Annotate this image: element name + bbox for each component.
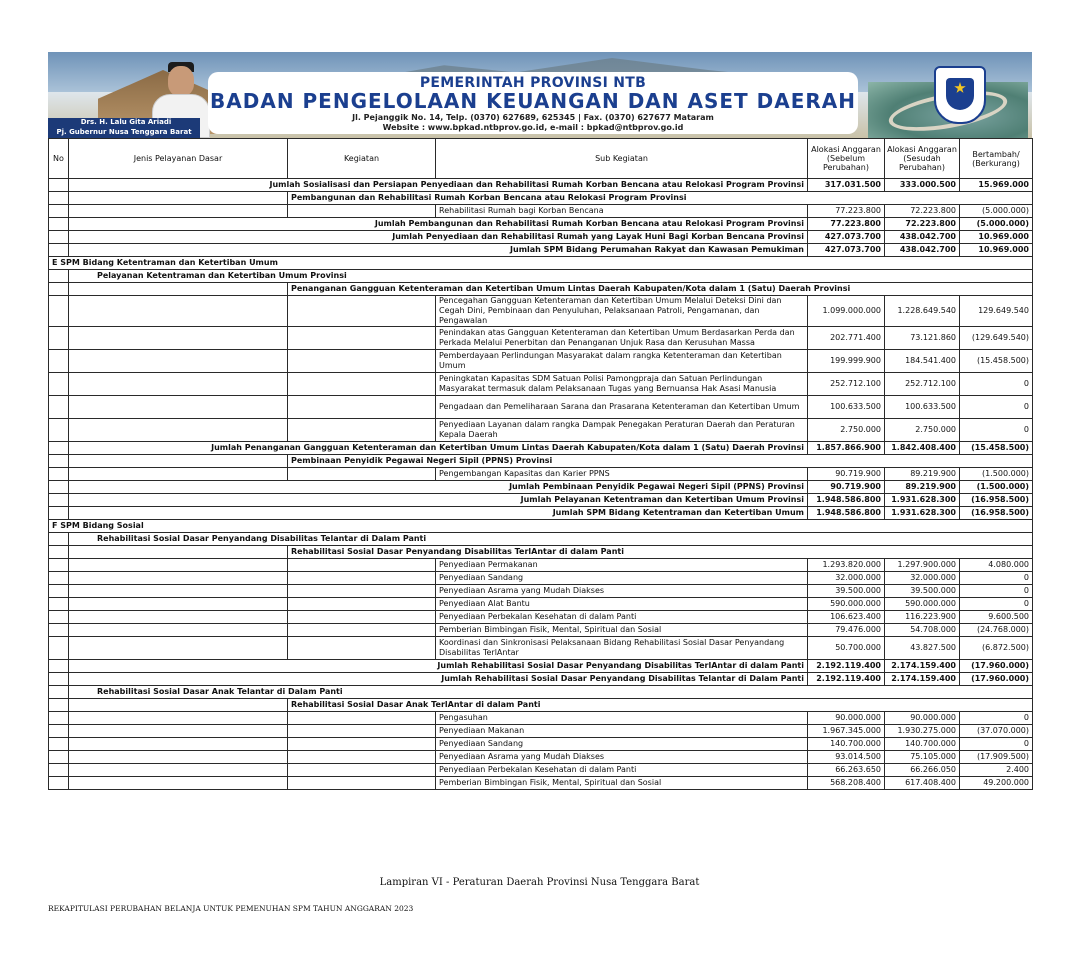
government-name: PEMERINTAH PROVINSI NTB xyxy=(419,75,647,91)
row-label: Penyediaan Asrama yang Mudah Diakses xyxy=(436,751,808,764)
row-label: Penyediaan Asrama yang Mudah Diakses xyxy=(436,585,808,598)
cell-sebelum: 590.000.000 xyxy=(808,598,885,611)
row-label: Rehabilitasi Sosial Dasar Penyandang Disabilitas Telantar di Dalam Panti xyxy=(69,533,1033,546)
table-row xyxy=(49,373,1033,396)
table-row xyxy=(49,396,1033,419)
cell-sesudah: 89.219.900 xyxy=(885,468,960,481)
table-row xyxy=(49,598,1033,611)
letterhead-banner xyxy=(48,52,1032,138)
row-label: Rehabilitasi Sosial Dasar Anak TerlAntar di dalam Panti xyxy=(288,699,1033,712)
cell-sesudah: 1.931.628.300 xyxy=(885,494,960,507)
row-label: Pemberdayaan Perlindungan Masyarakat dalam rangka Ketenteraman dan Ketertiban Umum xyxy=(436,350,808,373)
row-label: Rehabilitasi Rumah bagi Korban Bencana xyxy=(436,205,808,218)
cell-sebelum: 77.223.800 xyxy=(808,218,885,231)
row-label: Jumlah Pembinaan Penyidik Pegawai Negeri Sipil (PPNS) Provinsi xyxy=(69,481,808,494)
row-label: Rehabilitasi Sosial Dasar Penyandang Disabilitas TerlAntar di dalam Panti xyxy=(288,546,1033,559)
cell-sebelum: 2.192.119.400 xyxy=(808,673,885,686)
cell-sebelum: 66.263.650 xyxy=(808,764,885,777)
table-row xyxy=(49,270,1033,283)
cell-sesudah: 75.105.000 xyxy=(885,751,960,764)
table-row xyxy=(49,296,1033,327)
table-row xyxy=(49,637,1033,660)
table-row xyxy=(49,419,1033,442)
cell-selisih: 10.969.000 xyxy=(960,231,1033,244)
spm-budget-table xyxy=(48,138,1033,790)
document-title: REKAPITULASI PERUBAHAN BELANJA UNTUK PEMENUHAN SPM TAHUN ANGGARAN 2023 xyxy=(48,904,414,913)
row-label: Jumlah Pelayanan Ketentraman dan Ketertiban Umum Provinsi xyxy=(69,494,808,507)
table-row xyxy=(49,494,1033,507)
cell-sebelum: 317.031.500 xyxy=(808,179,885,192)
cell-sesudah: 2.174.159.400 xyxy=(885,673,960,686)
cell-selisih: (24.768.000) xyxy=(960,624,1033,637)
table-row xyxy=(49,455,1033,468)
section-label: F SPM Bidang Sosial xyxy=(49,520,1033,533)
table-row xyxy=(49,520,1033,533)
cell-selisih: 10.969.000 xyxy=(960,244,1033,257)
table-row xyxy=(49,350,1033,373)
col-no-header: No xyxy=(49,139,69,179)
table-row xyxy=(49,257,1033,270)
row-label: Jumlah Penanganan Gangguan Ketenteraman dan Ketertiban Umum Lintas Daerah Kabupaten/Kota dalam 1 (Satu) Daerah Provinsi xyxy=(69,442,808,455)
agency-address: Jl. Pejanggik No. 14, Telp. (0370) 627689, 625345 | Fax. (0370) 627677 Mataram xyxy=(352,113,714,122)
cell-sesudah: 54.708.000 xyxy=(885,624,960,637)
row-label: Pengembangan Kapasitas dan Karier PPNS xyxy=(436,468,808,481)
table-row xyxy=(49,179,1033,192)
cell-selisih: 2.400 xyxy=(960,764,1033,777)
cell-selisih: (17.909.500) xyxy=(960,751,1033,764)
cell-sesudah: 89.219.900 xyxy=(885,481,960,494)
cell-sebelum: 106.623.400 xyxy=(808,611,885,624)
table-row xyxy=(49,546,1033,559)
cell-sesudah: 66.266.050 xyxy=(885,764,960,777)
cell-selisih: (16.958.500) xyxy=(960,507,1033,520)
cell-sebelum: 100.633.500 xyxy=(808,396,885,419)
table-row xyxy=(49,572,1033,585)
cell-selisih: 4.080.000 xyxy=(960,559,1033,572)
row-label: Penyediaan Layanan dalam rangka Dampak Penegakan Peraturan Daerah dan Peraturan Kepala Daerah xyxy=(436,419,808,442)
row-label: Penyediaan Sandang xyxy=(436,738,808,751)
cell-sebelum: 427.073.700 xyxy=(808,244,885,257)
cell-selisih: (37.070.000) xyxy=(960,725,1033,738)
cell-sesudah: 1.228.649.540 xyxy=(885,296,960,327)
table-row xyxy=(49,686,1033,699)
cell-sebelum: 93.014.500 xyxy=(808,751,885,764)
agency-contact: Website : www.bpkad.ntbprov.go.id, e-mail : bpkad@ntbprov.go.id xyxy=(382,123,684,132)
row-label: Penyediaan Makanan xyxy=(436,725,808,738)
cell-sebelum: 202.771.400 xyxy=(808,327,885,350)
row-label: Jumlah SPM Bidang Ketentraman dan Ketertiban Umum xyxy=(69,507,808,520)
cell-sebelum: 1.099.000.000 xyxy=(808,296,885,327)
col-kegiatan-header: Kegiatan xyxy=(288,139,436,179)
cell-sesudah: 617.408.400 xyxy=(885,777,960,790)
table-row xyxy=(49,611,1033,624)
cell-selisih: 0 xyxy=(960,396,1033,419)
table-row xyxy=(49,231,1033,244)
table-row xyxy=(49,764,1033,777)
cell-sesudah: 39.500.000 xyxy=(885,585,960,598)
cell-selisih: (15.458.500) xyxy=(960,442,1033,455)
cell-selisih: 15.969.000 xyxy=(960,179,1033,192)
table-row xyxy=(49,468,1033,481)
cell-sebelum: 2.750.000 xyxy=(808,419,885,442)
governor-name: Drs. H. Lalu Gita Ariadi xyxy=(80,118,172,126)
table-row xyxy=(49,777,1033,790)
row-label: Penyediaan Permakanan xyxy=(436,559,808,572)
table-row xyxy=(49,673,1033,686)
cell-sesudah: 90.000.000 xyxy=(885,712,960,725)
cell-sesudah: 252.712.100 xyxy=(885,373,960,396)
cell-sebelum: 39.500.000 xyxy=(808,585,885,598)
cell-sebelum: 79.476.000 xyxy=(808,624,885,637)
cell-sebelum: 2.192.119.400 xyxy=(808,660,885,673)
row-label: Pembangunan dan Rehabilitasi Rumah Korban Bencana atau Relokasi Program Provinsi xyxy=(288,192,1033,205)
row-label: Pengasuhan xyxy=(436,712,808,725)
row-label: Pelayanan Ketentraman dan Ketertiban Umum Provinsi xyxy=(69,270,1033,283)
cell-sesudah: 1.297.900.000 xyxy=(885,559,960,572)
cell-sebelum: 427.073.700 xyxy=(808,231,885,244)
table-row xyxy=(49,481,1033,494)
cell-sebelum: 1.948.586.800 xyxy=(808,494,885,507)
cell-sesudah: 43.827.500 xyxy=(885,637,960,660)
cell-selisih: (17.960.000) xyxy=(960,673,1033,686)
col-sesudah-header: Alokasi Anggaran (Sesudah Perubahan) xyxy=(885,139,960,179)
row-label: Jumlah Sosialisasi dan Persiapan Penyediaan dan Rehabilitasi Rumah Korban Bencana atau Relokasi Program Provinsi xyxy=(69,179,808,192)
table-header-row xyxy=(49,139,1033,179)
cell-selisih: 0 xyxy=(960,738,1033,751)
table-row xyxy=(49,283,1033,296)
table-row xyxy=(49,751,1033,764)
cell-sesudah: 73.121.860 xyxy=(885,327,960,350)
cell-sesudah: 438.042.700 xyxy=(885,231,960,244)
row-label: Pembinaan Penyidik Pegawai Negeri Sipil (PPNS) Provinsi xyxy=(288,455,1033,468)
cell-selisih: 49.200.000 xyxy=(960,777,1033,790)
province-emblem-icon xyxy=(934,66,986,124)
table-row xyxy=(49,699,1033,712)
cell-selisih: (6.872.500) xyxy=(960,637,1033,660)
cell-selisih: (1.500.000) xyxy=(960,468,1033,481)
cell-sebelum: 199.999.900 xyxy=(808,350,885,373)
cell-sesudah: 72.223.800 xyxy=(885,205,960,218)
row-label: Penyediaan Alat Bantu xyxy=(436,598,808,611)
cell-selisih: (1.500.000) xyxy=(960,481,1033,494)
row-label: Jumlah Rehabilitasi Sosial Dasar Penyandang Disabilitas Telantar di Dalam Panti xyxy=(69,673,808,686)
cell-selisih: 0 xyxy=(960,419,1033,442)
table-row xyxy=(49,442,1033,455)
table-row xyxy=(49,533,1033,546)
table-row xyxy=(49,585,1033,598)
col-jenis-header: Jenis Pelayanan Dasar xyxy=(69,139,288,179)
cell-selisih: 0 xyxy=(960,572,1033,585)
table-row xyxy=(49,624,1033,637)
cell-sebelum: 90.000.000 xyxy=(808,712,885,725)
cell-sebelum: 1.967.345.000 xyxy=(808,725,885,738)
table-row xyxy=(49,327,1033,350)
cell-selisih: (129.649.540) xyxy=(960,327,1033,350)
cell-sesudah: 32.000.000 xyxy=(885,572,960,585)
agency-name: BADAN PENGELOLAAN KEUANGAN DAN ASET DAERAH xyxy=(210,89,856,113)
cell-selisih: 0 xyxy=(960,585,1033,598)
row-label: Pengadaan dan Pemeliharaan Sarana dan Prasarana Ketenteraman dan Ketertiban Umum xyxy=(436,396,808,419)
cell-selisih: (5.000.000) xyxy=(960,218,1033,231)
cell-sesudah: 72.223.800 xyxy=(885,218,960,231)
cell-selisih: 9.600.500 xyxy=(960,611,1033,624)
row-label: Peningkatan Kapasitas SDM Satuan Polisi Pamongpraja dan Satuan Perlindungan Masyarakat termasuk dalam Pelaksanaan Tugas yang Bernuansa Hak Asasi Manusia xyxy=(436,373,808,396)
cell-selisih: 0 xyxy=(960,598,1033,611)
row-label: Penanganan Gangguan Ketenteraman dan Ketertiban Umum Lintas Daerah Kabupaten/Kota dalam 1 (Satu) Daerah Provinsi xyxy=(288,283,1033,296)
table-row xyxy=(49,660,1033,673)
cell-selisih: 129.649.540 xyxy=(960,296,1033,327)
cell-sebelum: 568.208.400 xyxy=(808,777,885,790)
cell-selisih: (16.958.500) xyxy=(960,494,1033,507)
cell-selisih: 0 xyxy=(960,373,1033,396)
row-label: Jumlah Penyediaan dan Rehabilitasi Rumah yang Layak Huni Bagi Korban Bencana Provinsi xyxy=(69,231,808,244)
table-row xyxy=(49,507,1033,520)
cell-sebelum: 90.719.900 xyxy=(808,481,885,494)
row-label: Pencegahan Gangguan Ketenteraman dan Ketertiban Umum Melalui Deteksi Dini dan Cegah Dini, Pembinaan dan Penyuluhan, Pelaksanaan Patroli, Pengamanan, dan Pengawalan xyxy=(436,296,808,327)
cell-sebelum: 50.700.000 xyxy=(808,637,885,660)
cell-selisih: (17.960.000) xyxy=(960,660,1033,673)
cell-sesudah: 100.633.500 xyxy=(885,396,960,419)
table-row xyxy=(49,244,1033,257)
table-row xyxy=(49,738,1033,751)
section-label: E SPM Bidang Ketentraman dan Ketertiban Umum xyxy=(49,257,1033,270)
cell-sesudah: 1.931.628.300 xyxy=(885,507,960,520)
table-row xyxy=(49,725,1033,738)
cell-sesudah: 438.042.700 xyxy=(885,244,960,257)
cell-sesudah: 1.842.408.400 xyxy=(885,442,960,455)
cell-sesudah: 2.750.000 xyxy=(885,419,960,442)
cell-sebelum: 140.700.000 xyxy=(808,738,885,751)
row-label: Penyediaan Perbekalan Kesehatan di dalam Panti xyxy=(436,764,808,777)
cell-sesudah: 2.174.159.400 xyxy=(885,660,960,673)
cell-sebelum: 1.857.866.900 xyxy=(808,442,885,455)
cell-selisih: 0 xyxy=(960,712,1033,725)
cell-sebelum: 1.948.586.800 xyxy=(808,507,885,520)
cell-sebelum: 252.712.100 xyxy=(808,373,885,396)
row-label: Jumlah Pembangunan dan Rehabilitasi Rumah Korban Bencana atau Relokasi Program Provinsi xyxy=(69,218,808,231)
row-label: Penyediaan Sandang xyxy=(436,572,808,585)
cell-sebelum: 32.000.000 xyxy=(808,572,885,585)
cell-sesudah: 1.930.275.000 xyxy=(885,725,960,738)
cell-sesudah: 116.223.900 xyxy=(885,611,960,624)
col-sebelum-header: Alokasi Anggaran (Sebelum Perubahan) xyxy=(808,139,885,179)
row-label: Pemberian Bimbingan Fisik, Mental, Spiritual dan Sosial xyxy=(436,624,808,637)
row-label: Penindakan atas Gangguan Ketenteraman dan Ketertiban Umum Berdasarkan Perda dan Perkada Melalui Penerbitan dan Penanganan Unjuk Rasa dan Kerusuhan Massa xyxy=(436,327,808,350)
cell-sebelum: 77.223.800 xyxy=(808,205,885,218)
col-selisih-header: Bertambah/ (Berkurang) xyxy=(960,139,1033,179)
row-label: Penyediaan Perbekalan Kesehatan di dalam Panti xyxy=(436,611,808,624)
row-label: Rehabilitasi Sosial Dasar Anak Telantar di Dalam Panti xyxy=(69,686,1033,699)
table-row xyxy=(49,218,1033,231)
row-label: Pemberian Bimbingan Fisik, Mental, Spiritual dan Sosial xyxy=(436,777,808,790)
governor-title: Pj. Gubernur Nusa Tenggara Barat xyxy=(56,128,192,136)
row-label: Jumlah SPM Bidang Perumahan Rakyat dan Kawasan Pemukiman xyxy=(69,244,808,257)
cell-selisih: (15.458.500) xyxy=(960,350,1033,373)
col-sub-header: Sub Kegiatan xyxy=(436,139,808,179)
row-label: Jumlah Rehabilitasi Sosial Dasar Penyandang Disabilitas TerlAntar di dalam Panti xyxy=(69,660,808,673)
cell-sebelum: 90.719.900 xyxy=(808,468,885,481)
cell-sesudah: 184.541.400 xyxy=(885,350,960,373)
attachment-caption: Lampiran VI - Peraturan Daerah Provinsi Nusa Tenggara Barat xyxy=(379,877,700,888)
cell-sesudah: 590.000.000 xyxy=(885,598,960,611)
cell-selisih: (5.000.000) xyxy=(960,205,1033,218)
table-row xyxy=(49,192,1033,205)
cell-sebelum: 1.293.820.000 xyxy=(808,559,885,572)
cell-sesudah: 140.700.000 xyxy=(885,738,960,751)
table-row xyxy=(49,559,1033,572)
table-row xyxy=(49,712,1033,725)
row-label: Koordinasi dan Sinkronisasi Pelaksanaan Bidang Rehabilitasi Sosial Dasar Penyandang Disabilitas TerlAntar xyxy=(436,637,808,660)
cell-sesudah: 333.000.500 xyxy=(885,179,960,192)
table-row xyxy=(49,205,1033,218)
